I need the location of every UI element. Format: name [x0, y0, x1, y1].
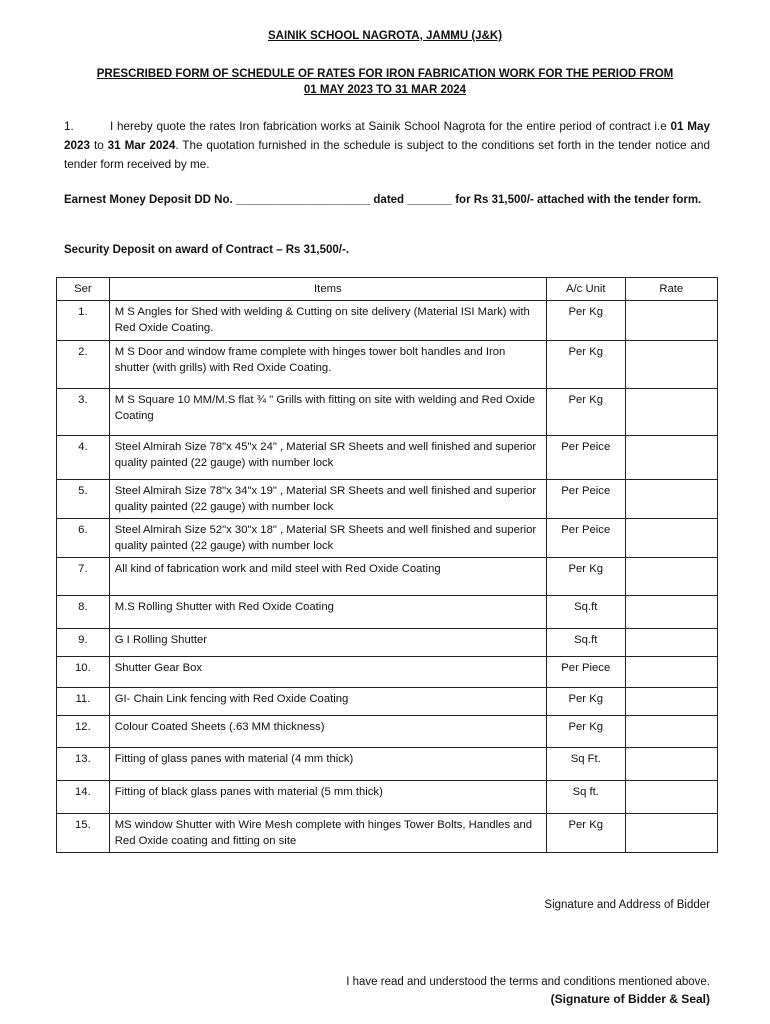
- table-row: [57, 716, 718, 748]
- row-ser: 12.: [57, 716, 110, 748]
- row-unit: Per Kg: [546, 716, 625, 748]
- row-unit: Per Kg: [546, 389, 625, 436]
- row-unit: Per Kg: [546, 688, 625, 716]
- row-unit: Per Kg: [546, 341, 625, 389]
- row-ser: 11.: [57, 688, 110, 716]
- row-rate[interactable]: [625, 301, 717, 341]
- row-rate[interactable]: [625, 716, 717, 748]
- row-ser: 2.: [57, 341, 110, 389]
- form-heading-line1: PRESCRIBED FORM OF SCHEDULE OF RATES FOR IRON FABRICATION WORK FOR THE PERIOD FROM: [96, 68, 674, 80]
- row-item: Steel Almirah Size 78"x 45"x 24" , Material SR Sheets and well finished and superior quality painted (22 gauge) with number lock: [109, 436, 546, 480]
- row-item: Fitting of glass panes with material (4 mm thick): [109, 748, 546, 781]
- row-unit: Per Kg: [546, 301, 625, 341]
- row-rate[interactable]: [625, 629, 717, 657]
- row-item: Steel Almirah Size 78"x 34"x 19" , Material SR Sheets and well finished and superior quality painted (22 gauge) with number lock: [109, 480, 546, 519]
- row-ser: 10.: [57, 657, 110, 688]
- contract-start-date: 01 May 2023: [64, 120, 710, 152]
- table-row: [57, 781, 718, 814]
- header-rate: Rate: [625, 278, 717, 301]
- row-item: M S Square 10 MM/M.S flat ¾ " Grills with fitting on site with welding and Red Oxide Coating: [109, 389, 546, 436]
- row-ser: 5.: [57, 480, 110, 519]
- table-row: [57, 436, 718, 480]
- row-ser: 4.: [57, 436, 110, 480]
- row-unit: Per Kg: [546, 558, 625, 596]
- row-item: M S Door and window frame complete with hinges tower bolt handles and Iron shutter (with grills) with Red Oxide Coating.: [109, 341, 546, 389]
- acknowledgement-text: I have read and understood the terms and conditions mentioned above.: [346, 976, 710, 988]
- paragraph-number: 1.: [64, 120, 74, 133]
- table-row: [57, 814, 718, 853]
- row-unit: Sq.ft: [546, 596, 625, 629]
- form-heading: [60, 66, 710, 98]
- table-row: [57, 596, 718, 629]
- row-ser: 3.: [57, 389, 110, 436]
- row-unit: Sq ft.: [546, 781, 625, 814]
- row-rate[interactable]: [625, 558, 717, 596]
- row-ser: 7.: [57, 558, 110, 596]
- header-unit: A/c Unit: [546, 278, 625, 301]
- row-item: MS window Shutter with Wire Mesh complete with hinges Tower Bolts, Handles and Red Oxide coating and fitting on site: [109, 814, 546, 853]
- declaration-text-c: . The quotation furnished in the schedule is subject to the conditions set forth in the tender notice and tender form received by me.: [64, 139, 710, 171]
- row-rate[interactable]: [625, 519, 717, 558]
- row-item: Shutter Gear Box: [109, 657, 546, 688]
- row-rate[interactable]: [625, 781, 717, 814]
- row-unit: Sq Ft.: [546, 748, 625, 781]
- row-item: Colour Coated Sheets (.63 MM thickness): [109, 716, 546, 748]
- row-unit: Sq.ft: [546, 629, 625, 657]
- row-rate[interactable]: [625, 657, 717, 688]
- row-unit: Per Piece: [546, 657, 625, 688]
- table-row: [57, 480, 718, 519]
- row-ser: 14.: [57, 781, 110, 814]
- row-rate[interactable]: [625, 436, 717, 480]
- earnest-money-deposit: Earnest Money Deposit DD No. _____________________ dated _______ for Rs 31,500/- attached with the tender form.: [64, 194, 702, 206]
- row-item: M S Angles for Shed with welding & Cutting on site delivery (Material ISI Mark) with Red Oxide Coating.: [109, 301, 546, 341]
- header-ser: Ser: [57, 278, 110, 301]
- table-row: [57, 389, 718, 436]
- school-name: SAINIK SCHOOL NAGROTA, JAMMU (J&K): [267, 30, 503, 42]
- row-item: Fitting of black glass panes with material (5 mm thick): [109, 781, 546, 814]
- row-rate[interactable]: [625, 688, 717, 716]
- row-item: GI- Chain Link fencing with Red Oxide Coating: [109, 688, 546, 716]
- table-row: [57, 519, 718, 558]
- row-rate[interactable]: [625, 748, 717, 781]
- schedule-of-rates-table: [56, 277, 718, 853]
- row-rate[interactable]: [625, 341, 717, 389]
- row-ser: 15.: [57, 814, 110, 853]
- row-item: Steel Almirah Size 52"x 30"x 18" , Material SR Sheets and well finished and superior quality painted (22 gauge) with number lock: [109, 519, 546, 558]
- declaration-paragraph: [64, 117, 710, 174]
- security-deposit: Security Deposit on award of Contract – Rs 31,500/-.: [64, 244, 350, 256]
- row-rate[interactable]: [625, 389, 717, 436]
- table-header-row: [57, 278, 718, 301]
- signature-seal-label: (Signature of Bidder & Seal): [550, 992, 710, 1006]
- row-ser: 1.: [57, 301, 110, 341]
- table-row: [57, 629, 718, 657]
- declaration-text-a: I hereby quote the rates Iron fabrication works at Sainik School Nagrota for the entire period of contract i.e: [110, 120, 671, 133]
- table-row: [57, 748, 718, 781]
- table-row: [57, 558, 718, 596]
- row-ser: 13.: [57, 748, 110, 781]
- row-ser: 6.: [57, 519, 110, 558]
- header-items: Items: [109, 278, 546, 301]
- table-body: [57, 301, 718, 853]
- row-ser: 9.: [57, 629, 110, 657]
- row-unit: Per Kg: [546, 814, 625, 853]
- row-rate[interactable]: [625, 596, 717, 629]
- table-row: [57, 341, 718, 389]
- contract-end-date: 31 Mar 2024: [107, 139, 176, 152]
- row-item: G I Rolling Shutter: [109, 629, 546, 657]
- signature-address-label: Signature and Address of Bidder: [544, 899, 710, 911]
- row-unit: Per Peice: [546, 480, 625, 519]
- row-rate[interactable]: [625, 814, 717, 853]
- row-ser: 8.: [57, 596, 110, 629]
- table-row: [57, 657, 718, 688]
- declaration-text-b: to: [90, 139, 108, 152]
- form-heading-line2: 01 MAY 2023 TO 31 MAR 2024: [303, 84, 467, 96]
- row-unit: Per Peice: [546, 519, 625, 558]
- row-rate[interactable]: [625, 480, 717, 519]
- row-item: All kind of fabrication work and mild steel with Red Oxide Coating: [109, 558, 546, 596]
- table-row: [57, 688, 718, 716]
- row-unit: Per Peice: [546, 436, 625, 480]
- table-row: [57, 301, 718, 341]
- row-item: M.S Rolling Shutter with Red Oxide Coating: [109, 596, 546, 629]
